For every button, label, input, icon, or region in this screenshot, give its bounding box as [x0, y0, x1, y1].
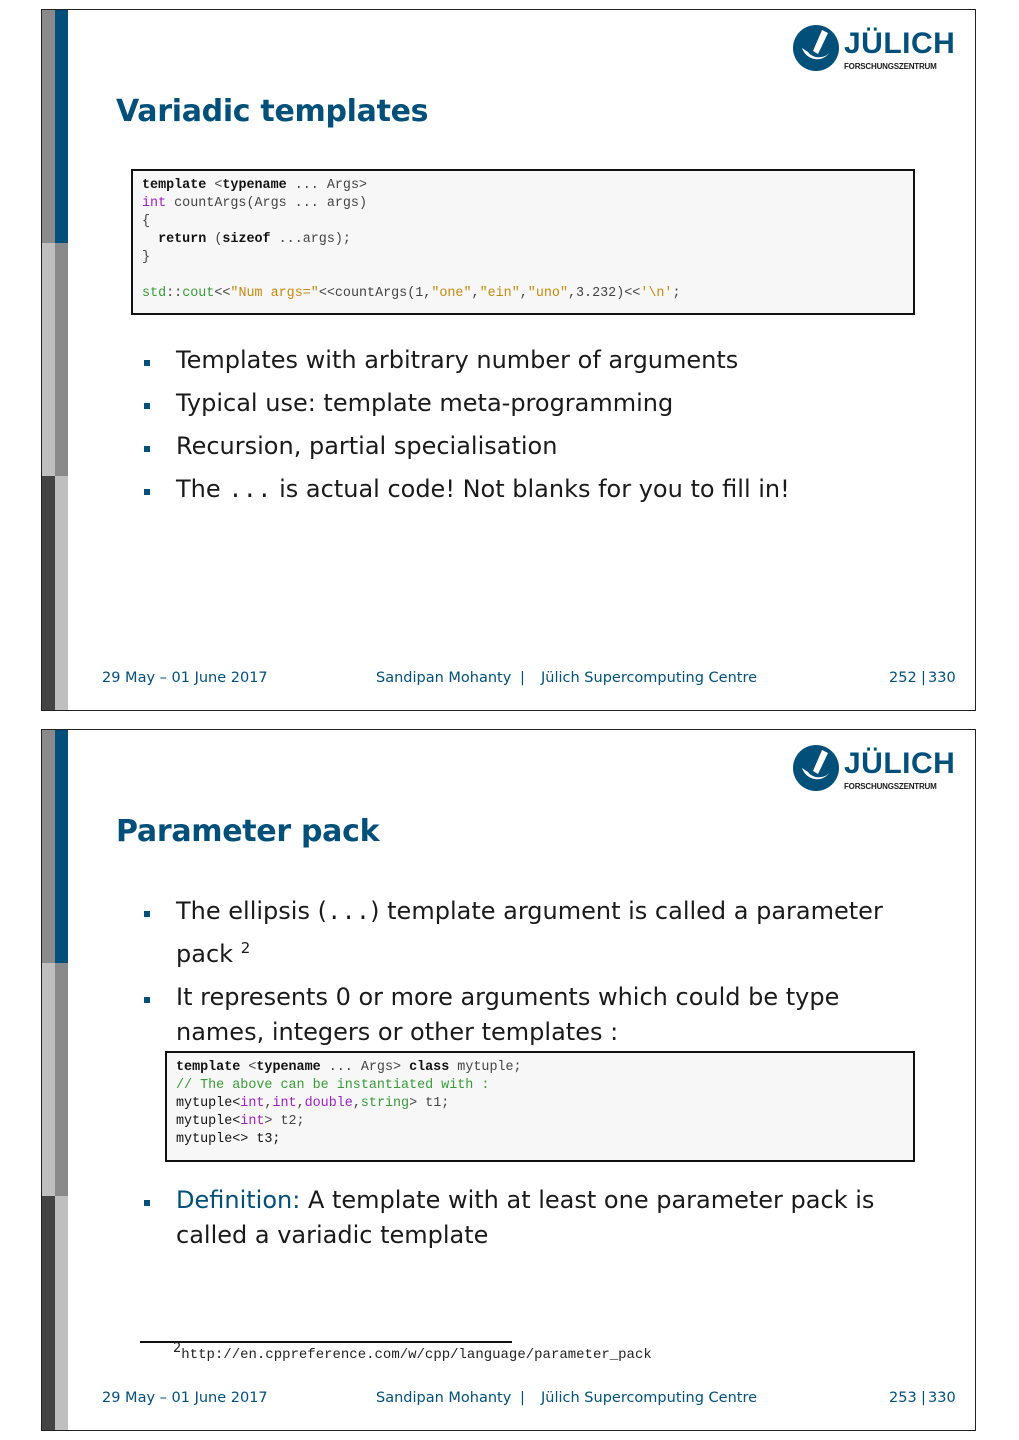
- logo-wordmark: JÜLICH: [844, 747, 956, 780]
- bullet-icon: [144, 997, 150, 1003]
- footer-date: 29 May – 01 June 2017: [102, 1390, 268, 1406]
- slide-footer: [42, 670, 975, 690]
- bullet-icon: [144, 1200, 150, 1206]
- slide-title: Variadic templates: [116, 94, 429, 129]
- slide-footer: [42, 1390, 975, 1410]
- footer-page-number: 252: [889, 670, 917, 686]
- footnote: 2http://en.cppreference.com/w/cpp/language/parameter_pack: [173, 1341, 652, 1363]
- list-item: The ellipsis (...) template argument is called a parameter pack $^2$: [144, 894, 924, 972]
- footnote-divider: [140, 1341, 512, 1343]
- logo-subtitle: FORSCHUNGSZENTRUM: [844, 782, 937, 791]
- footer-organization: Jülich Supercomputing Centre: [541, 670, 758, 686]
- bullet-icon: [144, 489, 150, 495]
- list-item: Recursion, partial specialisation: [144, 429, 790, 464]
- logo-subtitle: FORSCHUNGSZENTRUM: [844, 62, 937, 71]
- code-block: template <typename ... Args> int countArgs(Args ... args) { return (sizeof ...args); } std::cout<<"Num args="<<countArgs(1,"one","ein","uno",3.232)<<'\n';: [131, 169, 915, 315]
- footer-author: Sandipan Mohanty: [376, 670, 512, 686]
- bullet-icon: [144, 446, 150, 452]
- footnote-marker: 2: [240, 939, 251, 957]
- julich-logo: [792, 742, 956, 794]
- bullet-icon: [144, 403, 150, 409]
- bullet-list: [144, 894, 924, 1050]
- list-item: Typical use: template meta-programming: [144, 386, 790, 421]
- footer-separator: |: [520, 1390, 525, 1406]
- julich-logo-icon: [792, 744, 840, 792]
- list-item: It represents 0 or more arguments which could be type names, integers or other templates :: [144, 980, 924, 1050]
- footer-organization: Jülich Supercomputing Centre: [541, 1390, 758, 1406]
- bullet-list: [144, 343, 790, 509]
- code-block: template <typename ... Args> class mytuple; // The above can be instantiated with : mytuple<int,int,double,string> t1; mytuple<int> t2; mytuple<> t3;: [165, 1051, 915, 1162]
- footnote-url[interactable]: http://en.cppreference.com/w/cpp/language/parameter_pack: [181, 1347, 652, 1363]
- footer-page-total: 330: [928, 670, 956, 686]
- julich-logo-icon: [792, 24, 840, 72]
- bullet-icon: [144, 911, 150, 917]
- sidebar-stripe: [42, 10, 68, 710]
- footer-author: Sandipan Mohanty: [376, 1390, 512, 1406]
- bullet-icon: [144, 360, 150, 366]
- bullet-list-2: [144, 1183, 924, 1253]
- slide-252: [41, 9, 976, 711]
- sidebar-stripe: [42, 730, 68, 1430]
- footer-separator: |: [520, 670, 525, 686]
- slide-253: [41, 729, 976, 1431]
- julich-logo: [792, 22, 956, 74]
- footer-page-number: 253: [889, 1390, 917, 1406]
- list-item: Templates with arbitrary number of arguments: [144, 343, 790, 378]
- footer-page-total: 330: [928, 1390, 956, 1406]
- slide-title: Parameter pack: [116, 814, 380, 849]
- footer-page-separator: |: [921, 1390, 926, 1406]
- footer-date: 29 May – 01 June 2017: [102, 670, 268, 686]
- list-item: The ... is actual code! Not blanks for you to fill in!: [144, 472, 790, 509]
- footer-page-separator: |: [921, 670, 926, 686]
- list-item: Definition: A template with at least one parameter pack is called a variadic template: [144, 1183, 924, 1253]
- logo-wordmark: JÜLICH: [844, 27, 956, 60]
